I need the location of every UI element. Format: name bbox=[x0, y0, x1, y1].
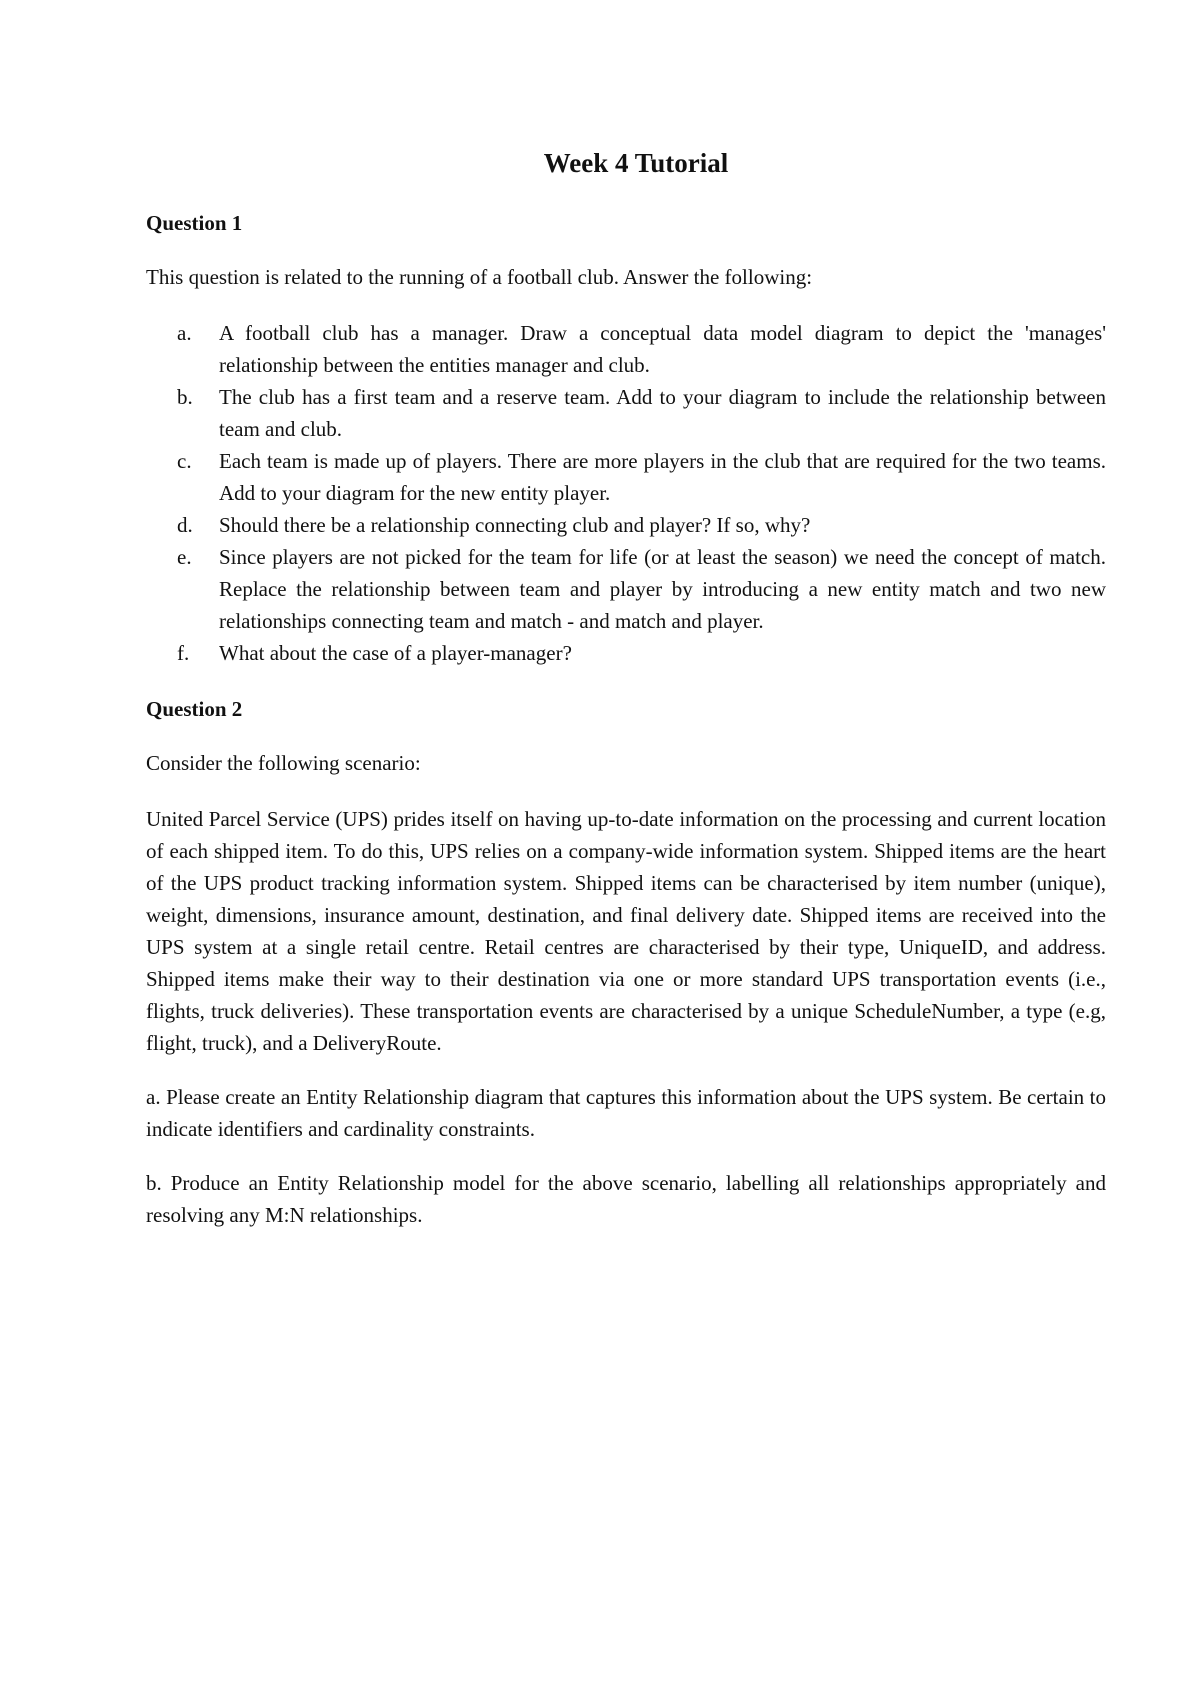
list-item-text: Each team is made up of players. There are more players in the club that are required for the two teams. Add to your diagram for the new entity player. bbox=[219, 449, 1106, 505]
list-item-text: Should there be a relationship connecting club and player? If so, why? bbox=[219, 513, 811, 537]
document-body bbox=[146, 146, 1106, 1253]
question-2-intro: Consider the following scenario: bbox=[146, 751, 421, 775]
list-item bbox=[146, 637, 1106, 669]
list-item bbox=[146, 445, 1106, 509]
list-item-text: Since players are not picked for the team for life (or at least the season) we need the concept of match. Replace the relationship between team and player by introducing a new entity match and two new relationships connecting team and match - and match and player. bbox=[219, 545, 1106, 633]
list-item bbox=[146, 317, 1106, 381]
question-2-part-b: b. Produce an Entity Relationship model for the above scenario, labelling all relationships appropriately and resolving any M:N relationships. bbox=[146, 1171, 1106, 1227]
list-item-text: What about the case of a player-manager? bbox=[219, 641, 572, 665]
list-item bbox=[146, 509, 1106, 541]
question-2-part-a: a. Please create an Entity Relationship diagram that captures this information about the UPS system. Be certain to indicate identifiers and cardinality constraints. bbox=[146, 1085, 1106, 1141]
list-item bbox=[146, 541, 1106, 637]
question-1-list bbox=[146, 317, 1106, 669]
scenario-paragraph: United Parcel Service (UPS) prides itself on having up-to-date information on the processing and current location of each shipped item. To do this, UPS relies on a company-wide information system. Shipped items are the heart of the UPS product tracking information system. Shipped items can be characterised by item number (unique), weight, dimensions, insurance amount, destination, and final delivery date. Shipped items are received into the UPS system at a single retail centre. Retail centres are characterised by their type, UniqueID, and address. Shipped items make their way to their destination via one or more standard UPS transportation events (i.e., flights, truck deliveries). These transportation events are characterised by a unique ScheduleNumber, a type (e.g, flight, truck), and a DeliveryRoute. bbox=[146, 807, 1106, 1055]
list-item-marker: c. bbox=[177, 449, 192, 473]
question-1-intro: This question is related to the running of a football club. Answer the following: bbox=[146, 265, 813, 289]
list-item-marker: a. bbox=[177, 321, 192, 345]
list-item-marker: e. bbox=[177, 545, 192, 569]
question-1-heading: Question 1 bbox=[146, 211, 243, 235]
list-item-marker: f. bbox=[177, 641, 190, 665]
list-item bbox=[146, 381, 1106, 445]
document-title: Week 4 Tutorial bbox=[543, 148, 729, 178]
list-item-marker: d. bbox=[177, 513, 193, 537]
list-item-text: A football club has a manager. Draw a conceptual data model diagram to depict the 'manages' relationship between the entities manager and club. bbox=[219, 321, 1106, 377]
question-2-heading: Question 2 bbox=[146, 697, 243, 721]
list-item-marker: b. bbox=[177, 385, 193, 409]
list-item-text: The club has a first team and a reserve team. Add to your diagram to include the relationship between team and club. bbox=[219, 385, 1106, 441]
